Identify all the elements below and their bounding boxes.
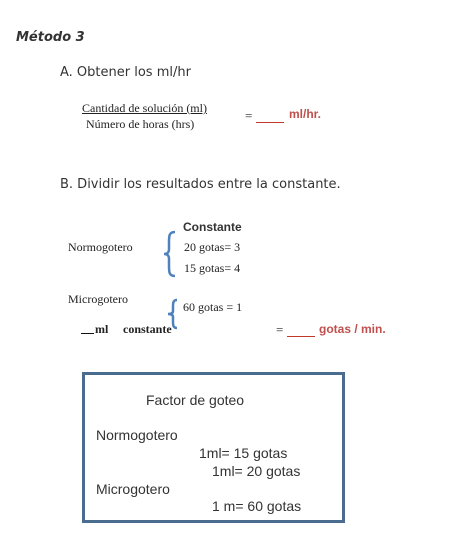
answer-blank <box>256 110 284 123</box>
factor-microgotero-label: Microgotero <box>96 481 170 497</box>
answer-blank <box>287 324 315 337</box>
microgotero-value: 60 gotas = 1 <box>183 300 243 314</box>
formula-constante: constante <box>123 322 172 336</box>
method-title: Método 3 <box>16 30 85 45</box>
fraction-denominator: Número de horas (hrs) <box>86 117 195 131</box>
factor-normogotero-label: Normogotero <box>96 427 178 443</box>
unit-ml-hr: ml/hr. <box>289 107 322 121</box>
factor-normogotero-line: 1ml= 15 gotas <box>199 445 288 461</box>
normogotero-label: Normogotero <box>68 240 133 254</box>
factor-microgotero-line: 1 m= 60 gotas <box>212 498 302 514</box>
formula-ml: ml <box>95 322 109 336</box>
unit-gotas-min: gotas / min. <box>319 322 386 336</box>
section-b-heading: B. Dividir los resultados entre la constante. <box>60 177 341 192</box>
constant-header: Constante <box>183 220 242 234</box>
fraction-numerator: Cantidad de solución (ml) <box>82 101 207 115</box>
factor-box-title: Factor de goteo <box>146 392 245 408</box>
section-a-heading: A. Obtener los ml/hr <box>60 65 191 80</box>
normogotero-value-20: 20 gotas= 3 <box>184 240 241 254</box>
ml-blank <box>81 333 94 334</box>
left-brace-icon <box>162 230 178 278</box>
microgotero-label: Microgotero <box>68 292 128 306</box>
factor-normogotero-line: 1ml= 20 gotas <box>212 463 301 479</box>
normogotero-value-15: 15 gotas= 4 <box>184 261 241 275</box>
equals-sign: = <box>245 108 253 123</box>
equals-sign: = <box>276 322 284 337</box>
